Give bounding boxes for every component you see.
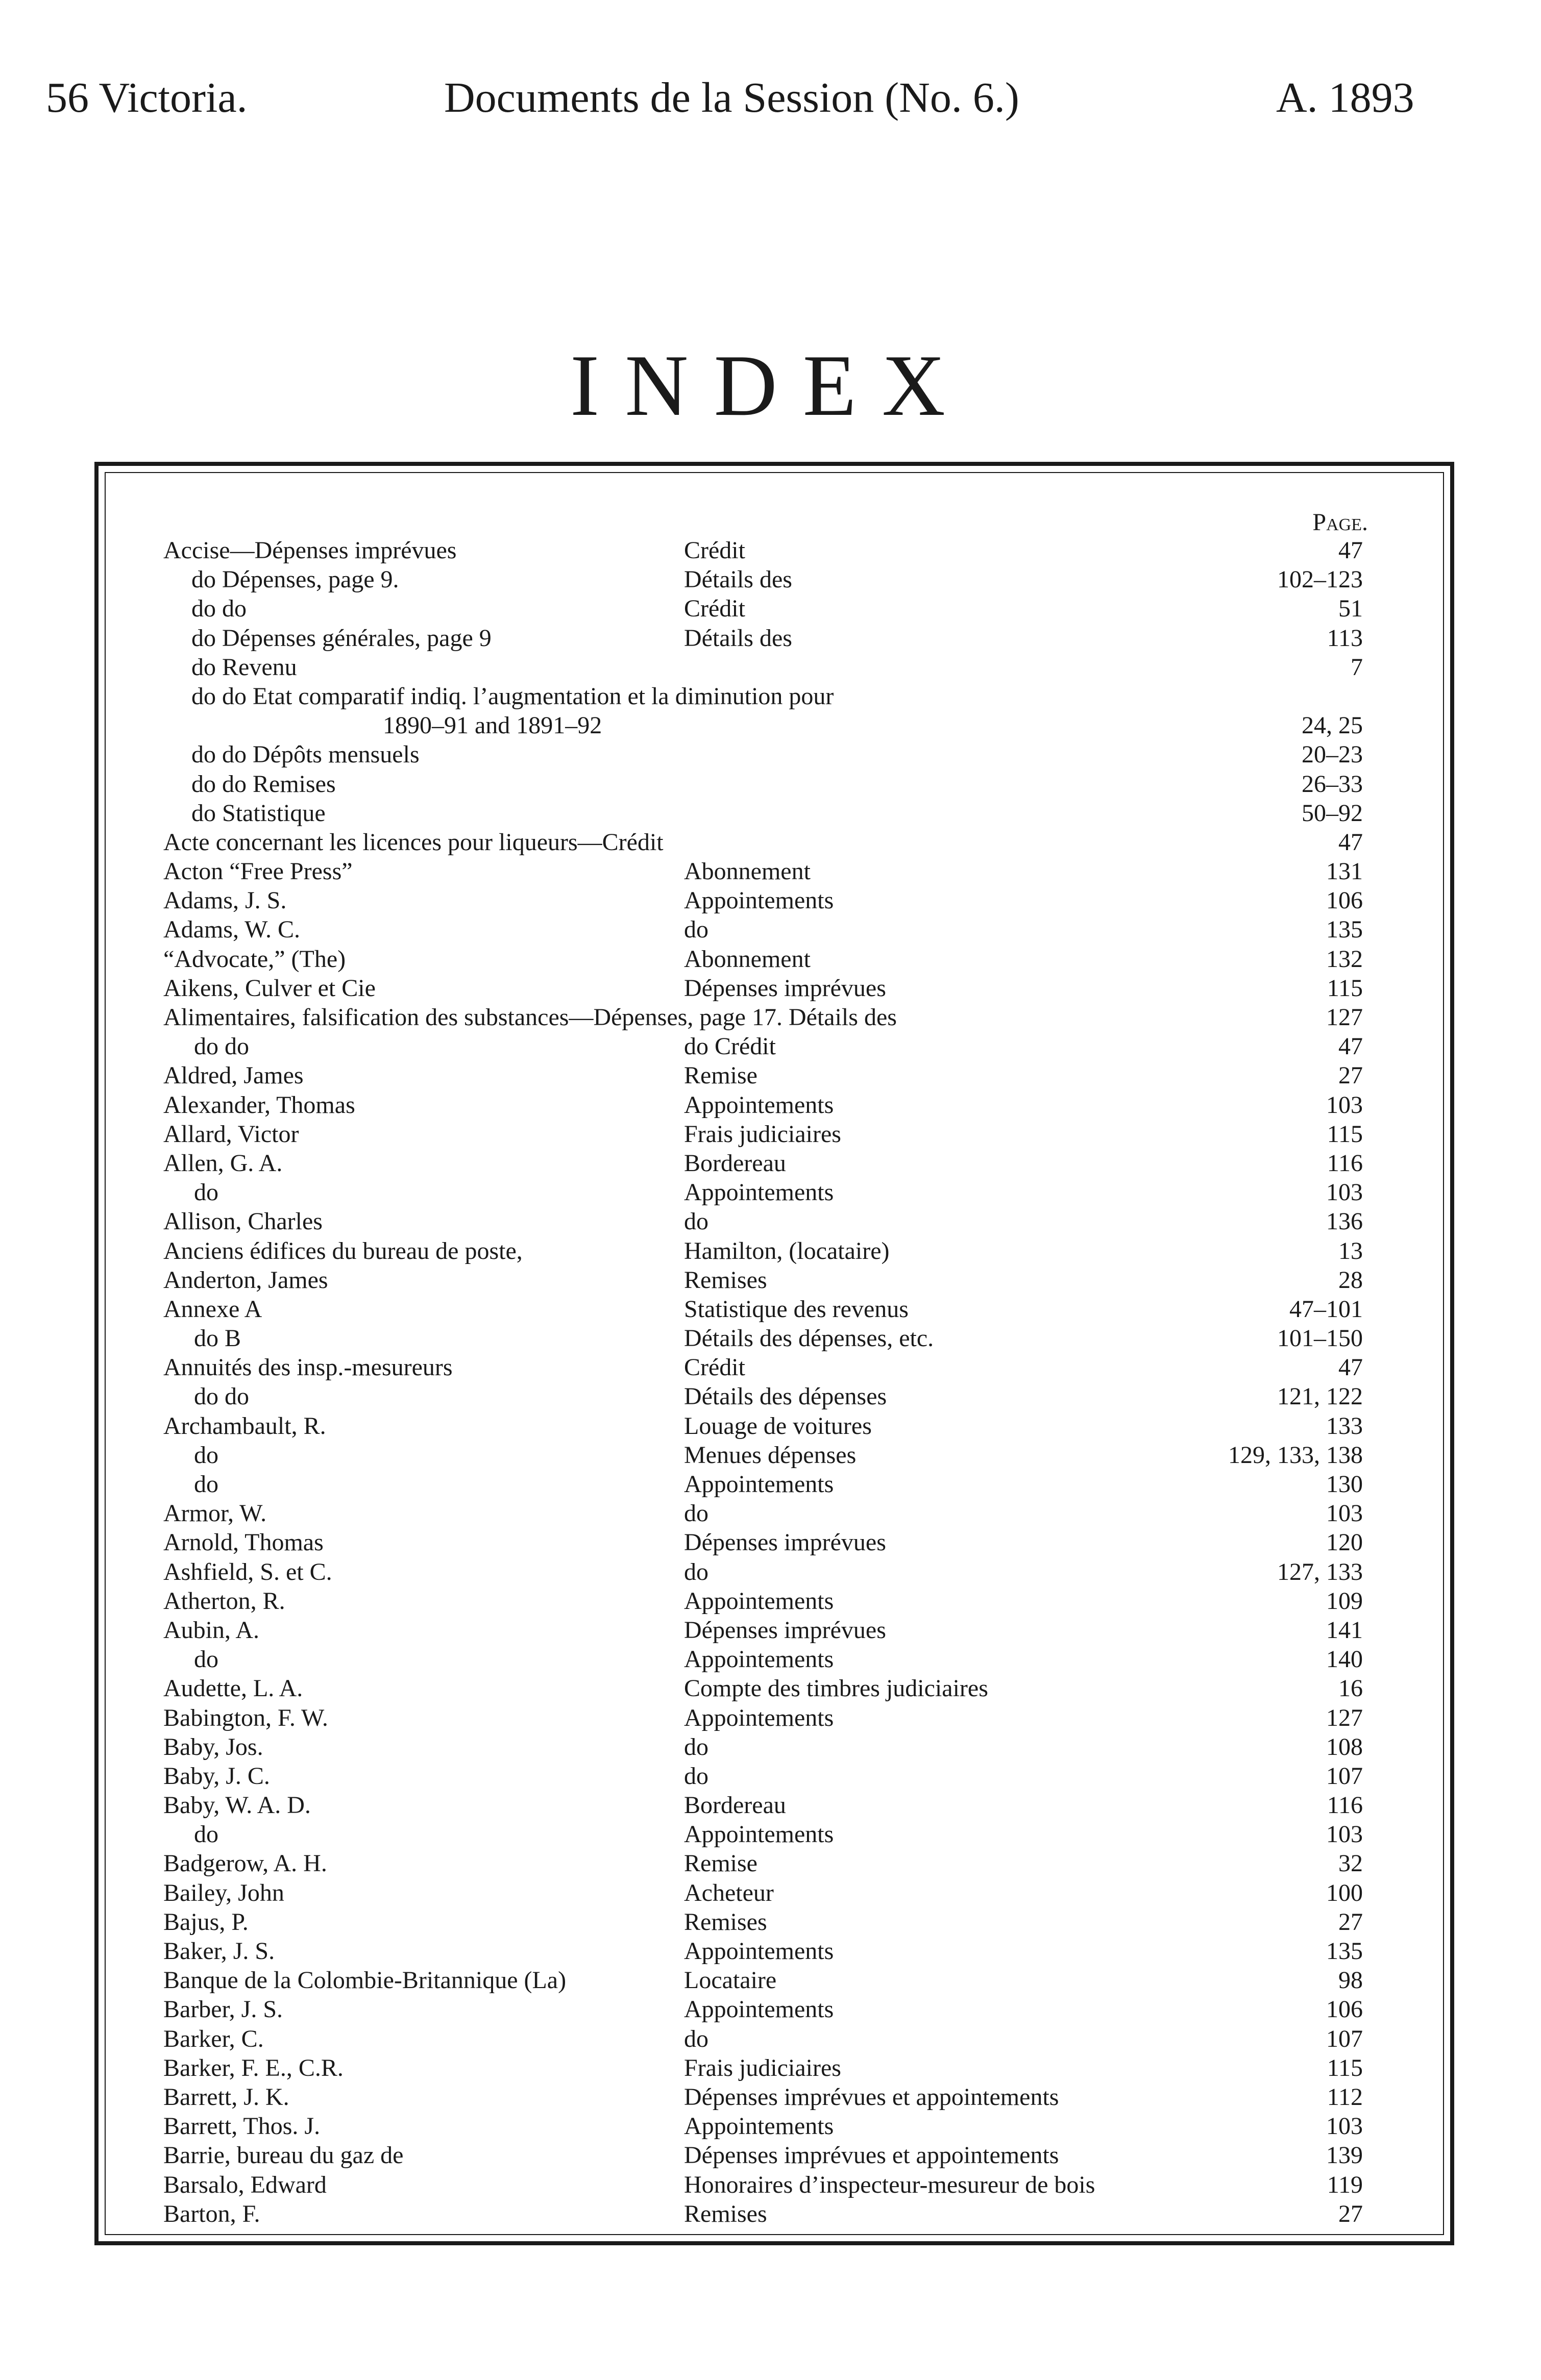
entry-name: Anciens édifices du bureau de poste,	[163, 1237, 523, 1265]
entry-page: 51	[1338, 595, 1363, 623]
entry-detail: Remises	[684, 1908, 767, 1936]
entry-name: Barber, J. S.	[163, 1996, 283, 2023]
entry-detail: Acheteur	[684, 1879, 774, 1906]
entry-name: Adams, J. S.	[163, 887, 287, 914]
entry-page: 115	[1327, 1120, 1363, 1148]
entry-page: 121, 122	[1277, 1383, 1363, 1410]
entry-page: 115	[1327, 2054, 1363, 2081]
entry-page: 24, 25	[1302, 712, 1363, 739]
index-entry	[163, 1616, 1363, 1645]
entry-page: 116	[1327, 1792, 1363, 1819]
entry-page: 139	[1326, 2142, 1363, 2169]
entry-name: Barrie, bureau du gaz de	[163, 2142, 404, 2169]
entry-detail: do	[684, 2025, 708, 2052]
index-entry	[163, 536, 1363, 565]
index-entry	[163, 1995, 1363, 2024]
entry-name: do	[194, 1179, 218, 1206]
entry-name: do Dépenses, page 9.	[191, 566, 399, 593]
entry-detail: Dépenses imprévues	[684, 974, 886, 1002]
index-entry	[163, 2053, 1363, 2082]
entry-detail: Appointements	[684, 887, 834, 914]
entry-name: Adams, W. C.	[163, 916, 301, 944]
index-entry	[163, 624, 1363, 653]
index-entry	[163, 1791, 1363, 1820]
entry-page: 116	[1327, 1149, 1363, 1177]
index-entry	[163, 1762, 1363, 1791]
index-entry	[163, 1470, 1363, 1499]
entry-detail: do	[684, 1500, 708, 1527]
entry-page: 103	[1326, 1179, 1363, 1206]
entry-name: Baby, Jos.	[163, 1733, 263, 1761]
index-entry	[163, 886, 1363, 915]
entry-name: Accise—Dépenses imprévues	[163, 537, 457, 564]
entry-name: Bajus, P.	[163, 1908, 249, 1936]
entry-page: 107	[1326, 2025, 1363, 2052]
entry-detail: Dépenses imprévues	[684, 1616, 886, 1644]
index-entry	[163, 1645, 1363, 1674]
index-entry	[163, 1120, 1363, 1149]
entry-detail: Louage de voitures	[684, 1412, 872, 1440]
entry-detail: Détails des	[684, 624, 792, 652]
entry-name: Baker, J. S.	[163, 1938, 275, 1965]
entry-page: 47	[1338, 537, 1363, 564]
entry-name: Acton “Free Press”	[163, 858, 353, 885]
index-entry	[163, 1703, 1363, 1732]
entry-detail: do	[684, 1733, 708, 1761]
entry-page: 16	[1338, 1675, 1363, 1702]
entry-name: Barton, F.	[163, 2200, 260, 2227]
entry-name: Anderton, James	[163, 1266, 328, 1294]
entry-detail: Dépenses imprévues et appointements	[684, 2083, 1059, 2111]
entry-name: do Statistique	[191, 799, 326, 827]
entry-page: 103	[1326, 1821, 1363, 1848]
index-entries	[163, 536, 1363, 2228]
entry-page: 7	[1351, 653, 1363, 681]
entry-page: 131	[1326, 858, 1363, 885]
entry-name: do Dépenses générales, page 9	[191, 624, 492, 652]
entry-name: Annuités des insp.-mesureurs	[163, 1354, 453, 1381]
entry-name: Barrett, J. K.	[163, 2083, 289, 2111]
entry-name: do B	[194, 1325, 241, 1352]
index-entry	[163, 1820, 1363, 1849]
entry-page: 115	[1327, 974, 1363, 1002]
entry-name: do	[194, 1646, 218, 1673]
entry-name: Arnold, Thomas	[163, 1529, 324, 1556]
index-entry	[163, 1966, 1363, 1995]
entry-name: do do	[191, 595, 247, 623]
entry-detail: Abonnement	[684, 945, 811, 973]
entry-detail: Détails des	[684, 566, 792, 593]
entry-page: 103	[1326, 1091, 1363, 1119]
index-entry	[163, 1324, 1363, 1353]
entry-name: do do Remises	[191, 770, 336, 798]
index-entry	[163, 799, 1363, 828]
entry-detail: Crédit	[684, 595, 745, 623]
entry-name: Barker, F. E., C.R.	[163, 2054, 344, 2081]
index-entry	[163, 857, 1363, 886]
entry-detail: Appointements	[684, 1938, 834, 1965]
index-entry	[163, 682, 1363, 711]
entry-detail: do	[684, 1558, 708, 1585]
index-entry	[163, 2170, 1363, 2199]
index-entry	[163, 2024, 1363, 2053]
entry-page: 47	[1338, 1354, 1363, 1381]
entry-name: Barsalo, Edward	[163, 2171, 327, 2198]
entry-detail: Compte des timbres judiciaires	[684, 1675, 988, 1702]
entry-name: Aldred, James	[163, 1062, 304, 1089]
entry-page: 136	[1326, 1208, 1363, 1235]
entry-detail: Frais judiciaires	[684, 2054, 841, 2081]
entry-page: 102–123	[1277, 566, 1363, 593]
entry-page: 103	[1326, 2113, 1363, 2140]
entry-page: 50–92	[1302, 799, 1363, 827]
entry-page: 107	[1326, 1762, 1363, 1790]
entry-name: Aubin, A.	[163, 1616, 260, 1644]
index-entry	[163, 2112, 1363, 2141]
index-entry	[163, 1732, 1363, 1762]
entry-name: do Revenu	[191, 653, 297, 681]
index-entry	[163, 1878, 1363, 1907]
entry-page: 27	[1338, 1908, 1363, 1936]
entry-detail: Appointements	[684, 1646, 834, 1673]
entry-detail: do	[684, 916, 708, 944]
index-entry	[163, 1207, 1363, 1236]
entry-name: do	[194, 1471, 218, 1498]
header-year: A. 1893	[1276, 74, 1414, 121]
entry-name: Atherton, R.	[163, 1587, 285, 1615]
entry-name: Badgerow, A. H.	[163, 1850, 327, 1877]
header-session-year: 56 Victoria.	[46, 74, 248, 121]
entry-detail: Détails des dépenses, etc.	[684, 1325, 934, 1352]
entry-detail: Remises	[684, 1266, 767, 1294]
entry-name: 1890–91 and 1891–92	[383, 712, 602, 739]
entry-detail: Bordereau	[684, 1149, 786, 1177]
entry-page: 27	[1338, 2200, 1363, 2227]
entry-page: 47–101	[1289, 1295, 1363, 1323]
entry-page: 28	[1338, 1266, 1363, 1294]
entry-detail: Appointements	[684, 1996, 834, 2023]
entry-detail: Appointements	[684, 1091, 834, 1119]
entry-page: 113	[1327, 624, 1363, 652]
entry-detail: Appointements	[684, 1587, 834, 1615]
index-entry	[163, 915, 1363, 944]
entry-detail: do Crédit	[684, 1033, 776, 1060]
entry-detail: Appointements	[684, 1704, 834, 1731]
entry-page: 133	[1326, 1412, 1363, 1440]
entry-detail: Remise	[684, 1062, 757, 1089]
entry-name: Allard, Victor	[163, 1120, 299, 1148]
entry-name: Banque de la Colombie-Britannique (La)	[163, 1967, 567, 1994]
entry-name: Allen, G. A.	[163, 1149, 283, 1177]
entry-page: 47	[1338, 1033, 1363, 1060]
entry-name: Baby, W. A. D.	[163, 1792, 311, 1819]
entry-detail: Menues dépenses	[684, 1441, 857, 1469]
entry-page: 127	[1326, 1004, 1363, 1031]
entry-detail: Abonnement	[684, 858, 811, 885]
entry-page: 127, 133	[1277, 1558, 1363, 1585]
index-entry	[163, 945, 1363, 974]
index-entry	[163, 1674, 1363, 1703]
entry-page: 47	[1338, 828, 1363, 856]
entry-page: 100	[1326, 1879, 1363, 1906]
entry-name: Aikens, Culver et Cie	[163, 974, 376, 1002]
index-entry	[163, 711, 1363, 740]
entry-detail: Bordereau	[684, 1792, 786, 1819]
entry-detail: Honoraires d’inspecteur-mesureur de bois	[684, 2171, 1095, 2198]
entry-page: 13	[1338, 1237, 1363, 1265]
entry-detail: Dépenses imprévues et appointements	[684, 2142, 1059, 2169]
index-entry	[163, 1557, 1363, 1586]
entry-page: 140	[1326, 1646, 1363, 1673]
entry-page: 132	[1326, 945, 1363, 973]
entry-page: 103	[1326, 1500, 1363, 1527]
entry-page: 119	[1327, 2171, 1363, 2198]
entry-name: Annexe A	[163, 1295, 262, 1323]
entry-detail: Frais judiciaires	[684, 1120, 841, 1148]
entry-name: Barker, C.	[163, 2025, 264, 2052]
index-entry	[163, 740, 1363, 769]
index-entry	[163, 1003, 1363, 1032]
entry-name: do	[194, 1821, 218, 1848]
entry-detail: Appointements	[684, 2113, 834, 2140]
entry-detail: Statistique des revenus	[684, 1295, 909, 1323]
entry-page: 127	[1326, 1704, 1363, 1731]
index-entry	[163, 1061, 1363, 1090]
entry-name: Alexander, Thomas	[163, 1091, 355, 1119]
index-entry	[163, 974, 1363, 1003]
index-entry	[163, 1382, 1363, 1411]
entry-name: do do	[194, 1383, 249, 1410]
entry-detail: Hamilton, (locataire)	[684, 1237, 890, 1265]
entry-detail: Remise	[684, 1850, 757, 1877]
index-entry	[163, 1586, 1363, 1616]
entry-name: Babington, F. W.	[163, 1704, 328, 1731]
index-entry	[163, 2199, 1363, 2228]
entry-name: do do	[194, 1033, 249, 1060]
entry-name: Archambault, R.	[163, 1412, 326, 1440]
entry-page: 101–150	[1277, 1325, 1363, 1352]
entry-page: 120	[1326, 1529, 1363, 1556]
entry-detail: Crédit	[684, 1354, 745, 1381]
index-entry	[163, 1236, 1363, 1266]
page-column-label: Page.	[1312, 509, 1368, 536]
index-entry	[163, 1090, 1363, 1120]
entry-detail: do	[684, 1762, 708, 1790]
index-entry	[163, 1849, 1363, 1878]
index-entry	[163, 1353, 1363, 1382]
entry-page: 129, 133, 138	[1228, 1441, 1363, 1469]
entry-page: 27	[1338, 1062, 1363, 1089]
entry-name: Barrett, Thos. J.	[163, 2113, 321, 2140]
header-document-title: Documents de la Session (No. 6.)	[444, 74, 1019, 121]
entry-page: 106	[1326, 1996, 1363, 2023]
index-entry	[163, 1937, 1363, 1966]
entry-detail: Appointements	[684, 1471, 834, 1498]
index-entry	[163, 828, 1363, 857]
entry-detail: do	[684, 1208, 708, 1235]
entry-page: 135	[1326, 1938, 1363, 1965]
entry-detail: Remises	[684, 2200, 767, 2227]
index-entry	[163, 594, 1363, 623]
entry-name: “Advocate,” (The)	[163, 945, 346, 973]
entry-name: Audette, L. A.	[163, 1675, 303, 1702]
index-entry	[163, 2141, 1363, 2170]
entry-name: do	[194, 1441, 218, 1469]
index-entry	[163, 565, 1363, 594]
entry-name: Armor, W.	[163, 1500, 267, 1527]
entry-page: 32	[1338, 1850, 1363, 1877]
entry-name: Allison, Charles	[163, 1208, 323, 1235]
entry-name: Ashfield, S. et C.	[163, 1558, 332, 1585]
index-entry	[163, 1499, 1363, 1528]
entry-detail: Appointements	[684, 1821, 834, 1848]
entry-name: do do Etat comparatif indiq. l’augmentation et la diminution pour	[191, 682, 834, 710]
entry-name: Alimentaires, falsification des substances—Dépenses, page 17. Détails des	[163, 1004, 897, 1031]
index-entry	[163, 1907, 1363, 1937]
entry-detail: Appointements	[684, 1179, 834, 1206]
entry-page: 106	[1326, 887, 1363, 914]
entry-page: 109	[1326, 1587, 1363, 1615]
index-entry	[163, 1295, 1363, 1324]
entry-name: Bailey, John	[163, 1879, 284, 1906]
entry-page: 26–33	[1302, 770, 1363, 798]
entry-detail: Locataire	[684, 1967, 777, 1994]
entry-page: 135	[1326, 916, 1363, 944]
index-entry	[163, 1528, 1363, 1557]
entry-detail: Dépenses imprévues	[684, 1529, 886, 1556]
entry-page: 130	[1326, 1471, 1363, 1498]
index-entry	[163, 1032, 1363, 1061]
index-entry	[163, 770, 1363, 799]
entry-detail: Détails des dépenses	[684, 1383, 887, 1410]
entry-page: 141	[1326, 1616, 1363, 1644]
entry-name: Baby, J. C.	[163, 1762, 270, 1790]
index-entry	[163, 1441, 1363, 1470]
entry-page: 108	[1326, 1733, 1363, 1761]
index-entry	[163, 653, 1363, 682]
index-entry	[163, 1178, 1363, 1207]
entry-page: 98	[1338, 1967, 1363, 1994]
entry-page: 112	[1327, 2083, 1363, 2111]
index-entry	[163, 2082, 1363, 2112]
index-entry	[163, 1411, 1363, 1441]
entry-page: 20–23	[1302, 741, 1363, 768]
index-entry	[163, 1149, 1363, 1178]
index-entry	[163, 1266, 1363, 1295]
entry-name: do do Dépôts mensuels	[191, 741, 420, 768]
entry-detail: Crédit	[684, 537, 745, 564]
entry-name: Acte concernant les licences pour liqueurs—Crédit	[163, 828, 664, 856]
page-title: INDEX	[570, 337, 971, 434]
